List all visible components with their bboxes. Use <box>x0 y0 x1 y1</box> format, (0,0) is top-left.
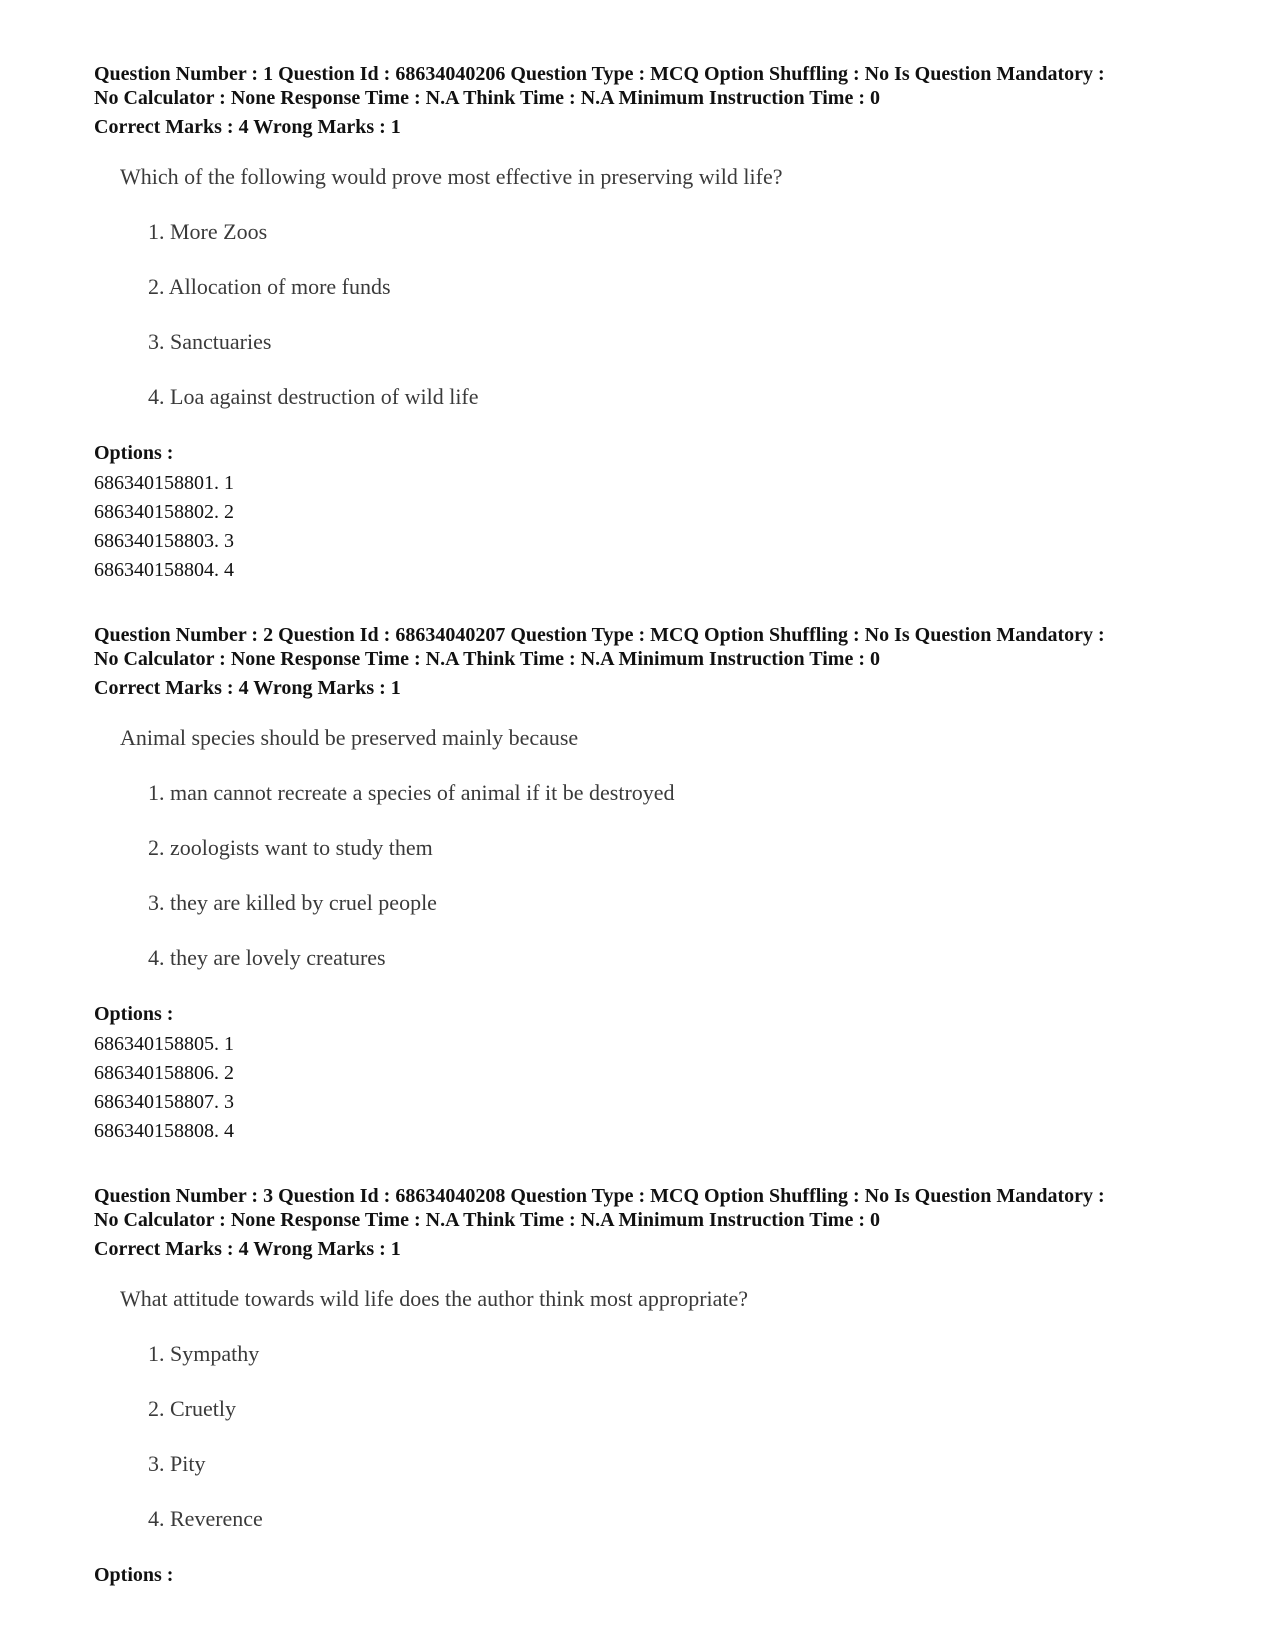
question-meta-line-1: Question Number : 3 Question Id : 68634040208 Question Type : MCQ Option Shuffling : No Is Question Mandatory : <box>94 1185 1105 1207</box>
answer-choice-1: 1. Sympathy <box>148 1341 260 1366</box>
answer-choice-3: 3. they are killed by cruel people <box>148 890 437 915</box>
answer-choice-1: 1. More Zoos <box>148 219 268 244</box>
option-id-item: 686340158805. 1 <box>94 1033 234 1055</box>
answer-choice-1: 1. man cannot recreate a species of animal if it be destroyed <box>148 780 675 805</box>
question-text: Animal species should be preserved mainly because <box>120 725 579 750</box>
option-id-item: 686340158803. 3 <box>94 530 234 552</box>
option-id-list <box>94 1030 1204 1146</box>
question-meta-line-1: Question Number : 2 Question Id : 68634040207 Question Type : MCQ Option Shuffling : No Is Question Mandatory : <box>94 624 1105 646</box>
question-block-2 <box>94 623 1204 1146</box>
options-label: Options : <box>94 1564 174 1586</box>
answer-choice-4: 4. they are lovely creatures <box>148 945 386 970</box>
answer-choices <box>94 780 1204 971</box>
question-meta-line-2: No Calculator : None Response Time : N.A Think Time : N.A Minimum Instruction Time : 0 <box>94 648 880 670</box>
answer-choice-4: 4. Reverence <box>148 1506 263 1531</box>
question-text: Which of the following would prove most effective in preserving wild life? <box>120 164 783 189</box>
option-id-item: 686340158802. 2 <box>94 501 234 523</box>
answer-choice-2: 2. zoologists want to study them <box>148 835 433 860</box>
options-label: Options : <box>94 442 174 464</box>
question-meta-line-1: Question Number : 1 Question Id : 68634040206 Question Type : MCQ Option Shuffling : No Is Question Mandatory : <box>94 63 1105 85</box>
question-block-1 <box>94 62 1204 585</box>
answer-choices <box>94 1341 1204 1532</box>
answer-choice-3: 3. Pity <box>148 1451 206 1476</box>
option-id-item: 686340158807. 3 <box>94 1091 234 1113</box>
option-id-item: 686340158808. 4 <box>94 1120 234 1142</box>
question-meta-line-2: No Calculator : None Response Time : N.A Think Time : N.A Minimum Instruction Time : 0 <box>94 1209 880 1231</box>
option-id-item: 686340158804. 4 <box>94 559 234 581</box>
question-meta-line-2: No Calculator : None Response Time : N.A Think Time : N.A Minimum Instruction Time : 0 <box>94 87 880 109</box>
marks-line: Correct Marks : 4 Wrong Marks : 1 <box>94 116 401 138</box>
option-id-item: 686340158806. 2 <box>94 1062 234 1084</box>
answer-choice-2: 2. Cruetly <box>148 1396 236 1421</box>
question-text: What attitude towards wild life does the author think most appropriate? <box>120 1286 749 1311</box>
answer-choice-3: 3. Sanctuaries <box>148 329 272 354</box>
marks-line: Correct Marks : 4 Wrong Marks : 1 <box>94 677 401 699</box>
option-id-list <box>94 469 1204 585</box>
answer-choices <box>94 219 1204 410</box>
marks-line: Correct Marks : 4 Wrong Marks : 1 <box>94 1238 401 1260</box>
answer-choice-2: 2. Allocation of more funds <box>148 274 391 299</box>
question-block-3 <box>94 1184 1204 1587</box>
answer-choice-4: 4. Loa against destruction of wild life <box>148 384 479 409</box>
options-label: Options : <box>94 1003 174 1025</box>
option-id-item: 686340158801. 1 <box>94 472 234 494</box>
